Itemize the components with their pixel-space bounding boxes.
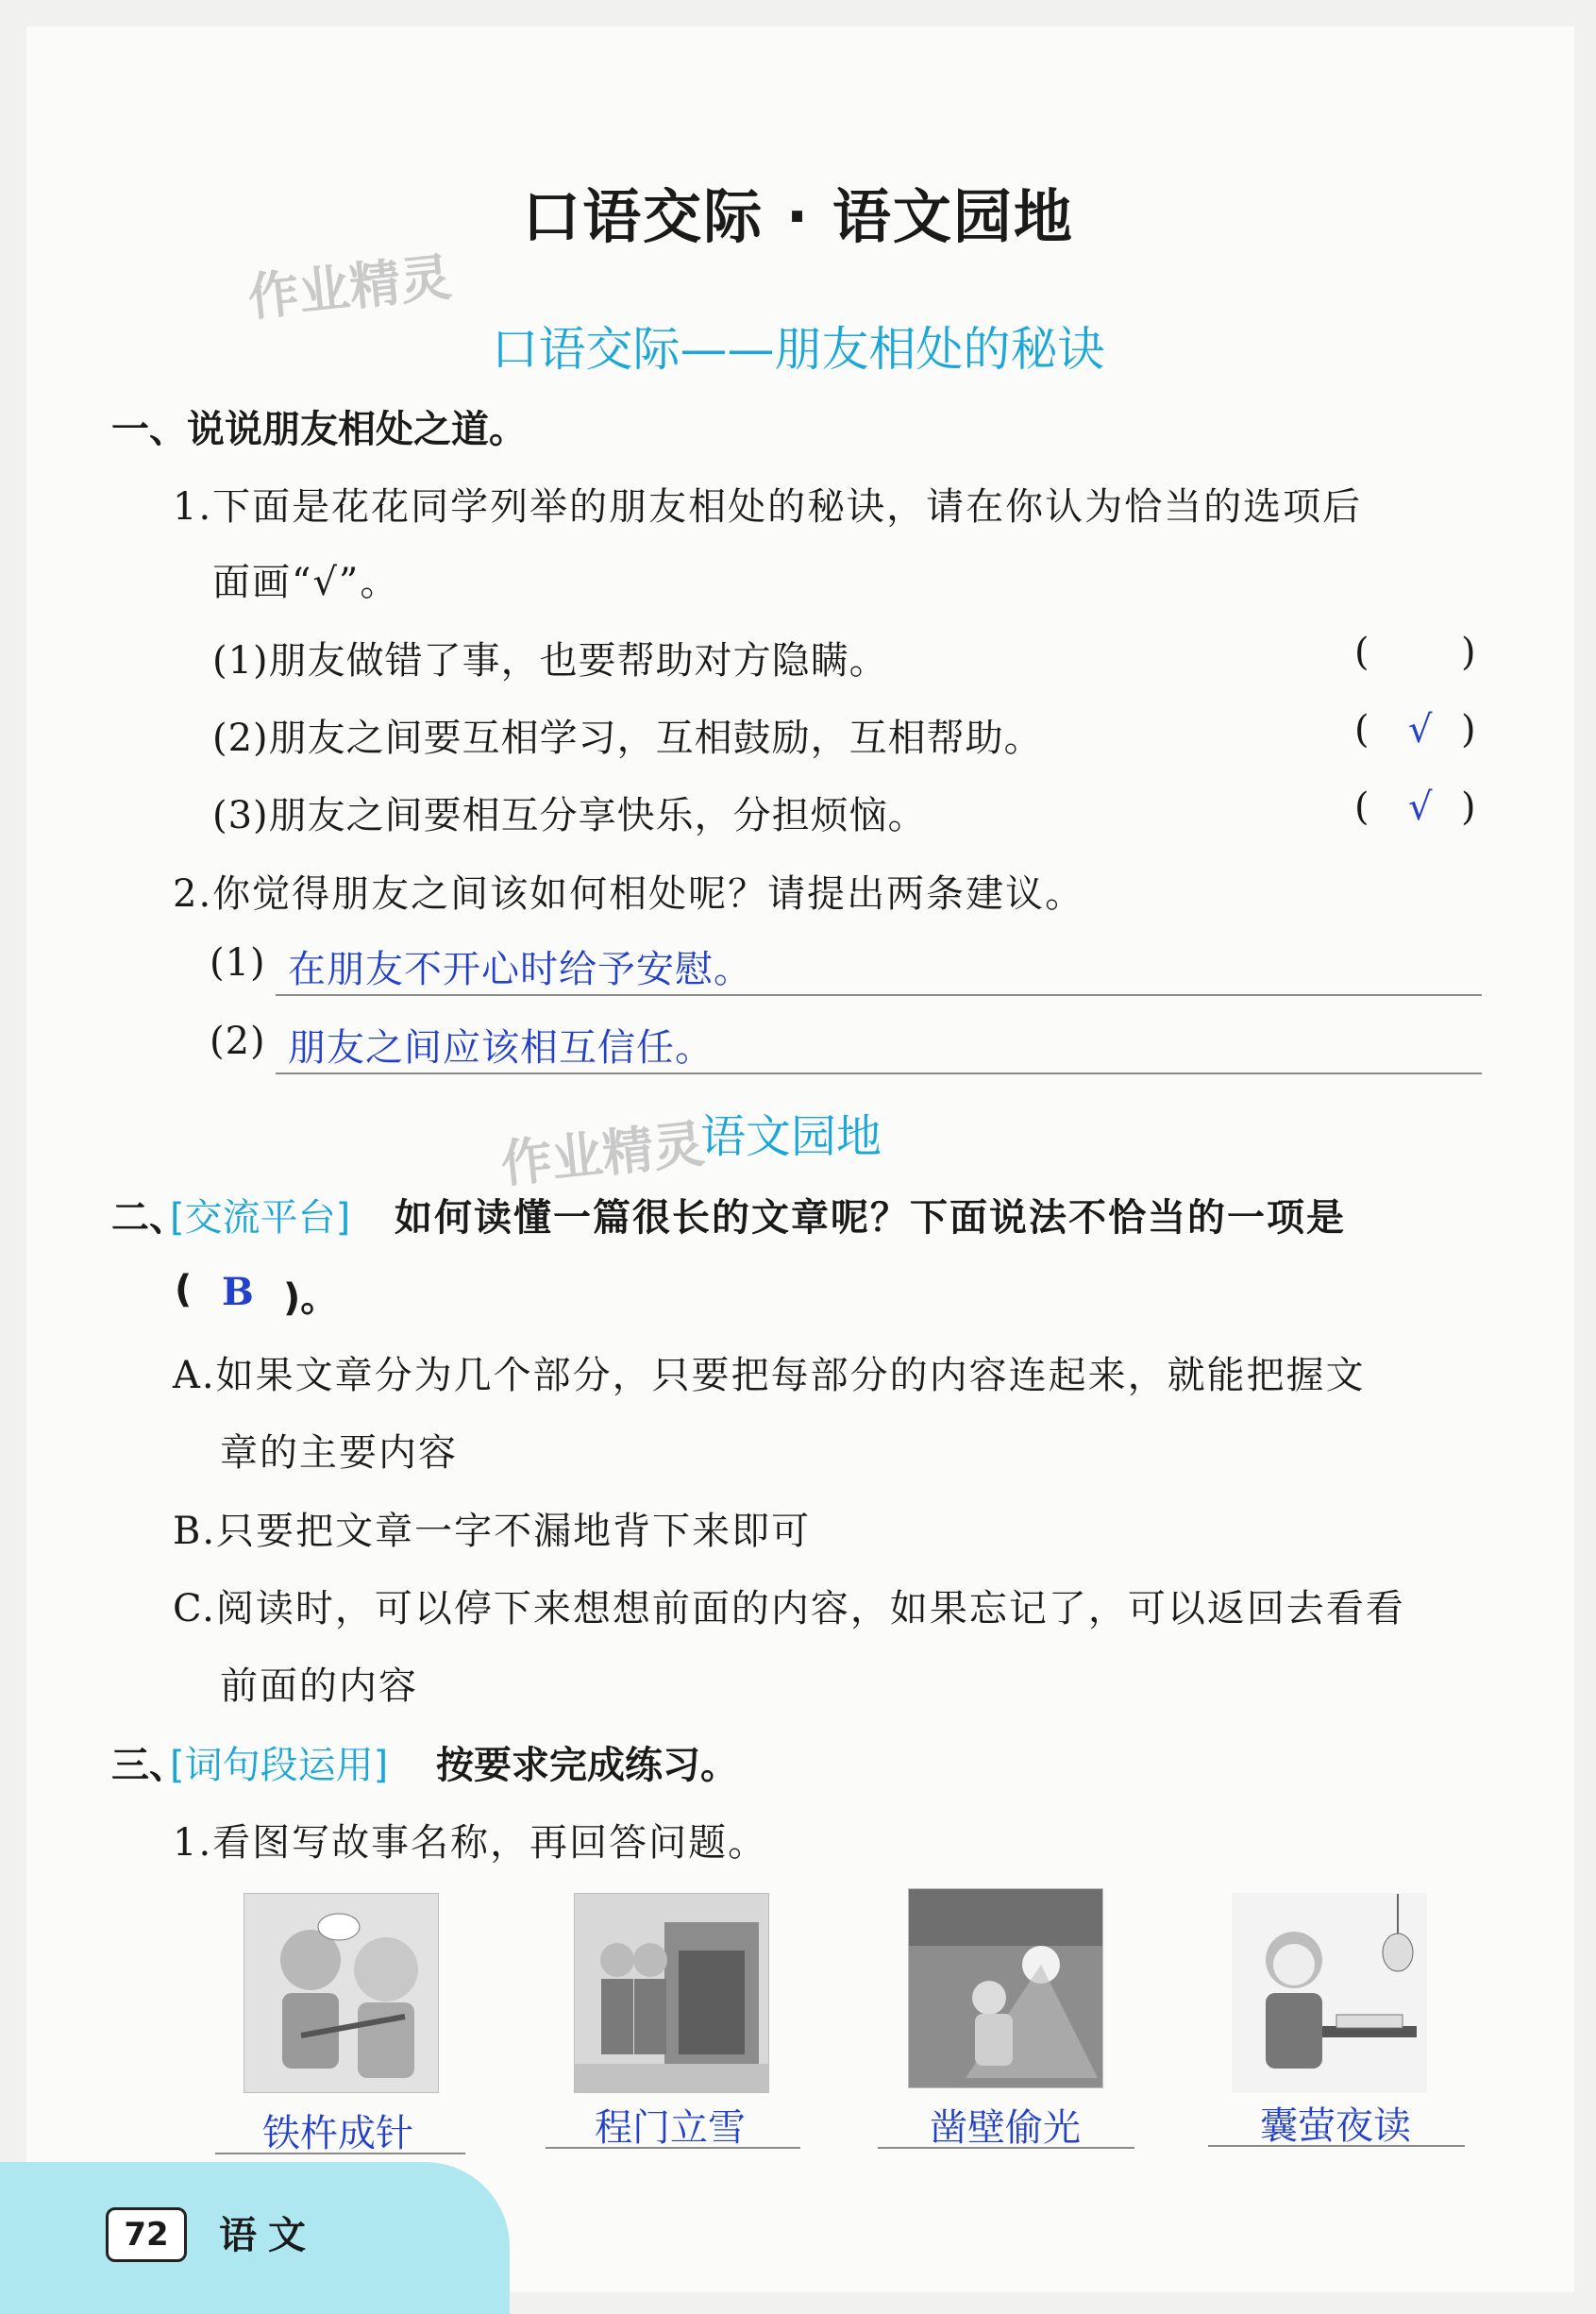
answer-paren-close: )。 — [283, 1276, 339, 1320]
section-3-question-1: 1.看图写故事名称，再回答问题。 — [173, 1821, 768, 1865]
section-2-tag: [交流平台] — [170, 1196, 351, 1240]
story-illustration — [244, 1893, 439, 2093]
section-3-instruction: 按要求完成练习。 — [436, 1744, 738, 1787]
answer-paren-open: ( — [175, 1268, 193, 1311]
speaking-heading: 口语交际——朋友相处的秘诀 — [491, 322, 1105, 377]
option-3: (3)朋友之间要相互分享快乐，分担烦恼。 — [212, 794, 927, 837]
answer-paren-open: ( — [1354, 785, 1369, 829]
story-caption: 铁杵成针 — [262, 2112, 413, 2155]
answer-paren-close: ) — [1461, 708, 1476, 752]
written-answer: 在朋友不开心时给予安慰。 — [288, 948, 752, 991]
caption-line — [878, 2147, 1134, 2149]
answer-paren-close: ) — [1461, 785, 1476, 829]
answer-mark: √ — [1408, 708, 1433, 752]
caption-line — [1208, 2145, 1465, 2147]
watermark: 作业精灵 — [244, 246, 455, 329]
section-3-prefix: 三、 — [111, 1744, 187, 1787]
story-caption: 凿壁偷光 — [930, 2106, 1081, 2150]
caption-line — [546, 2147, 800, 2149]
choice-answer: B — [222, 1270, 254, 1314]
question-1-line2: 面画“√”。 — [212, 561, 400, 604]
question-1-line1: 1.下面是花花同学列举的朋友相处的秘诀，请在你认为恰当的选项后 — [173, 485, 1363, 529]
story-illustration — [908, 1888, 1103, 2088]
garden-heading: 语文园地 — [700, 1110, 882, 1163]
story-illustration — [574, 1893, 769, 2093]
story-caption: 程门立雪 — [595, 2106, 746, 2150]
option-b: B.只要把文章一字不漏地背下来即可 — [173, 1510, 812, 1553]
section-3-tag: [词句段运用] — [170, 1744, 389, 1787]
answer-paren-close: ) — [1461, 631, 1476, 674]
page-number: 72 — [106, 2207, 187, 2262]
answer-paren-open: ( — [1354, 631, 1369, 674]
option-2: (2)朋友之间要互相学习，互相鼓励，互相帮助。 — [212, 717, 1043, 760]
option-1: (1)朋友做错了事，也要帮助对方隐瞒。 — [212, 639, 888, 683]
option-a-line1: A.如果文章分为几个部分，只要把每部分的内容连起来，就能把握文 — [173, 1354, 1366, 1397]
answer-number: (1) — [210, 941, 266, 985]
written-answer: 朋友之间应该相互信任。 — [288, 1026, 714, 1070]
answer-line — [276, 1073, 1482, 1074]
watermark: 作业精灵 — [497, 1113, 708, 1195]
answer-mark: √ — [1408, 785, 1433, 829]
option-c-line2: 前面的内容 — [220, 1664, 418, 1708]
answer-number: (2) — [210, 1020, 266, 1063]
answer-line — [276, 994, 1482, 996]
story-caption: 囊萤夜读 — [1260, 2104, 1411, 2148]
page-title: 口语交际 · 语文园地 — [522, 182, 1074, 251]
answer-paren-open: ( — [1354, 708, 1369, 752]
subject-label: 语文 — [219, 2213, 317, 2257]
option-a-line2: 章的主要内容 — [220, 1431, 458, 1475]
section-2-prefix: 二、 — [111, 1196, 187, 1240]
story-illustration — [1232, 1893, 1427, 2093]
question-2: 2.你觉得朋友之间该如何相处呢？请提出两条建议。 — [173, 872, 1085, 916]
section-1-label: 一、说说朋友相处之道。 — [111, 408, 527, 451]
caption-line — [215, 2153, 465, 2154]
option-c-line1: C.阅读时，可以停下来想想前面的内容，如果忘记了，可以返回去看看 — [173, 1587, 1405, 1630]
section-2-question: 如何读懂一篇很长的文章呢？下面说法不恰当的一项是 — [395, 1196, 1346, 1240]
